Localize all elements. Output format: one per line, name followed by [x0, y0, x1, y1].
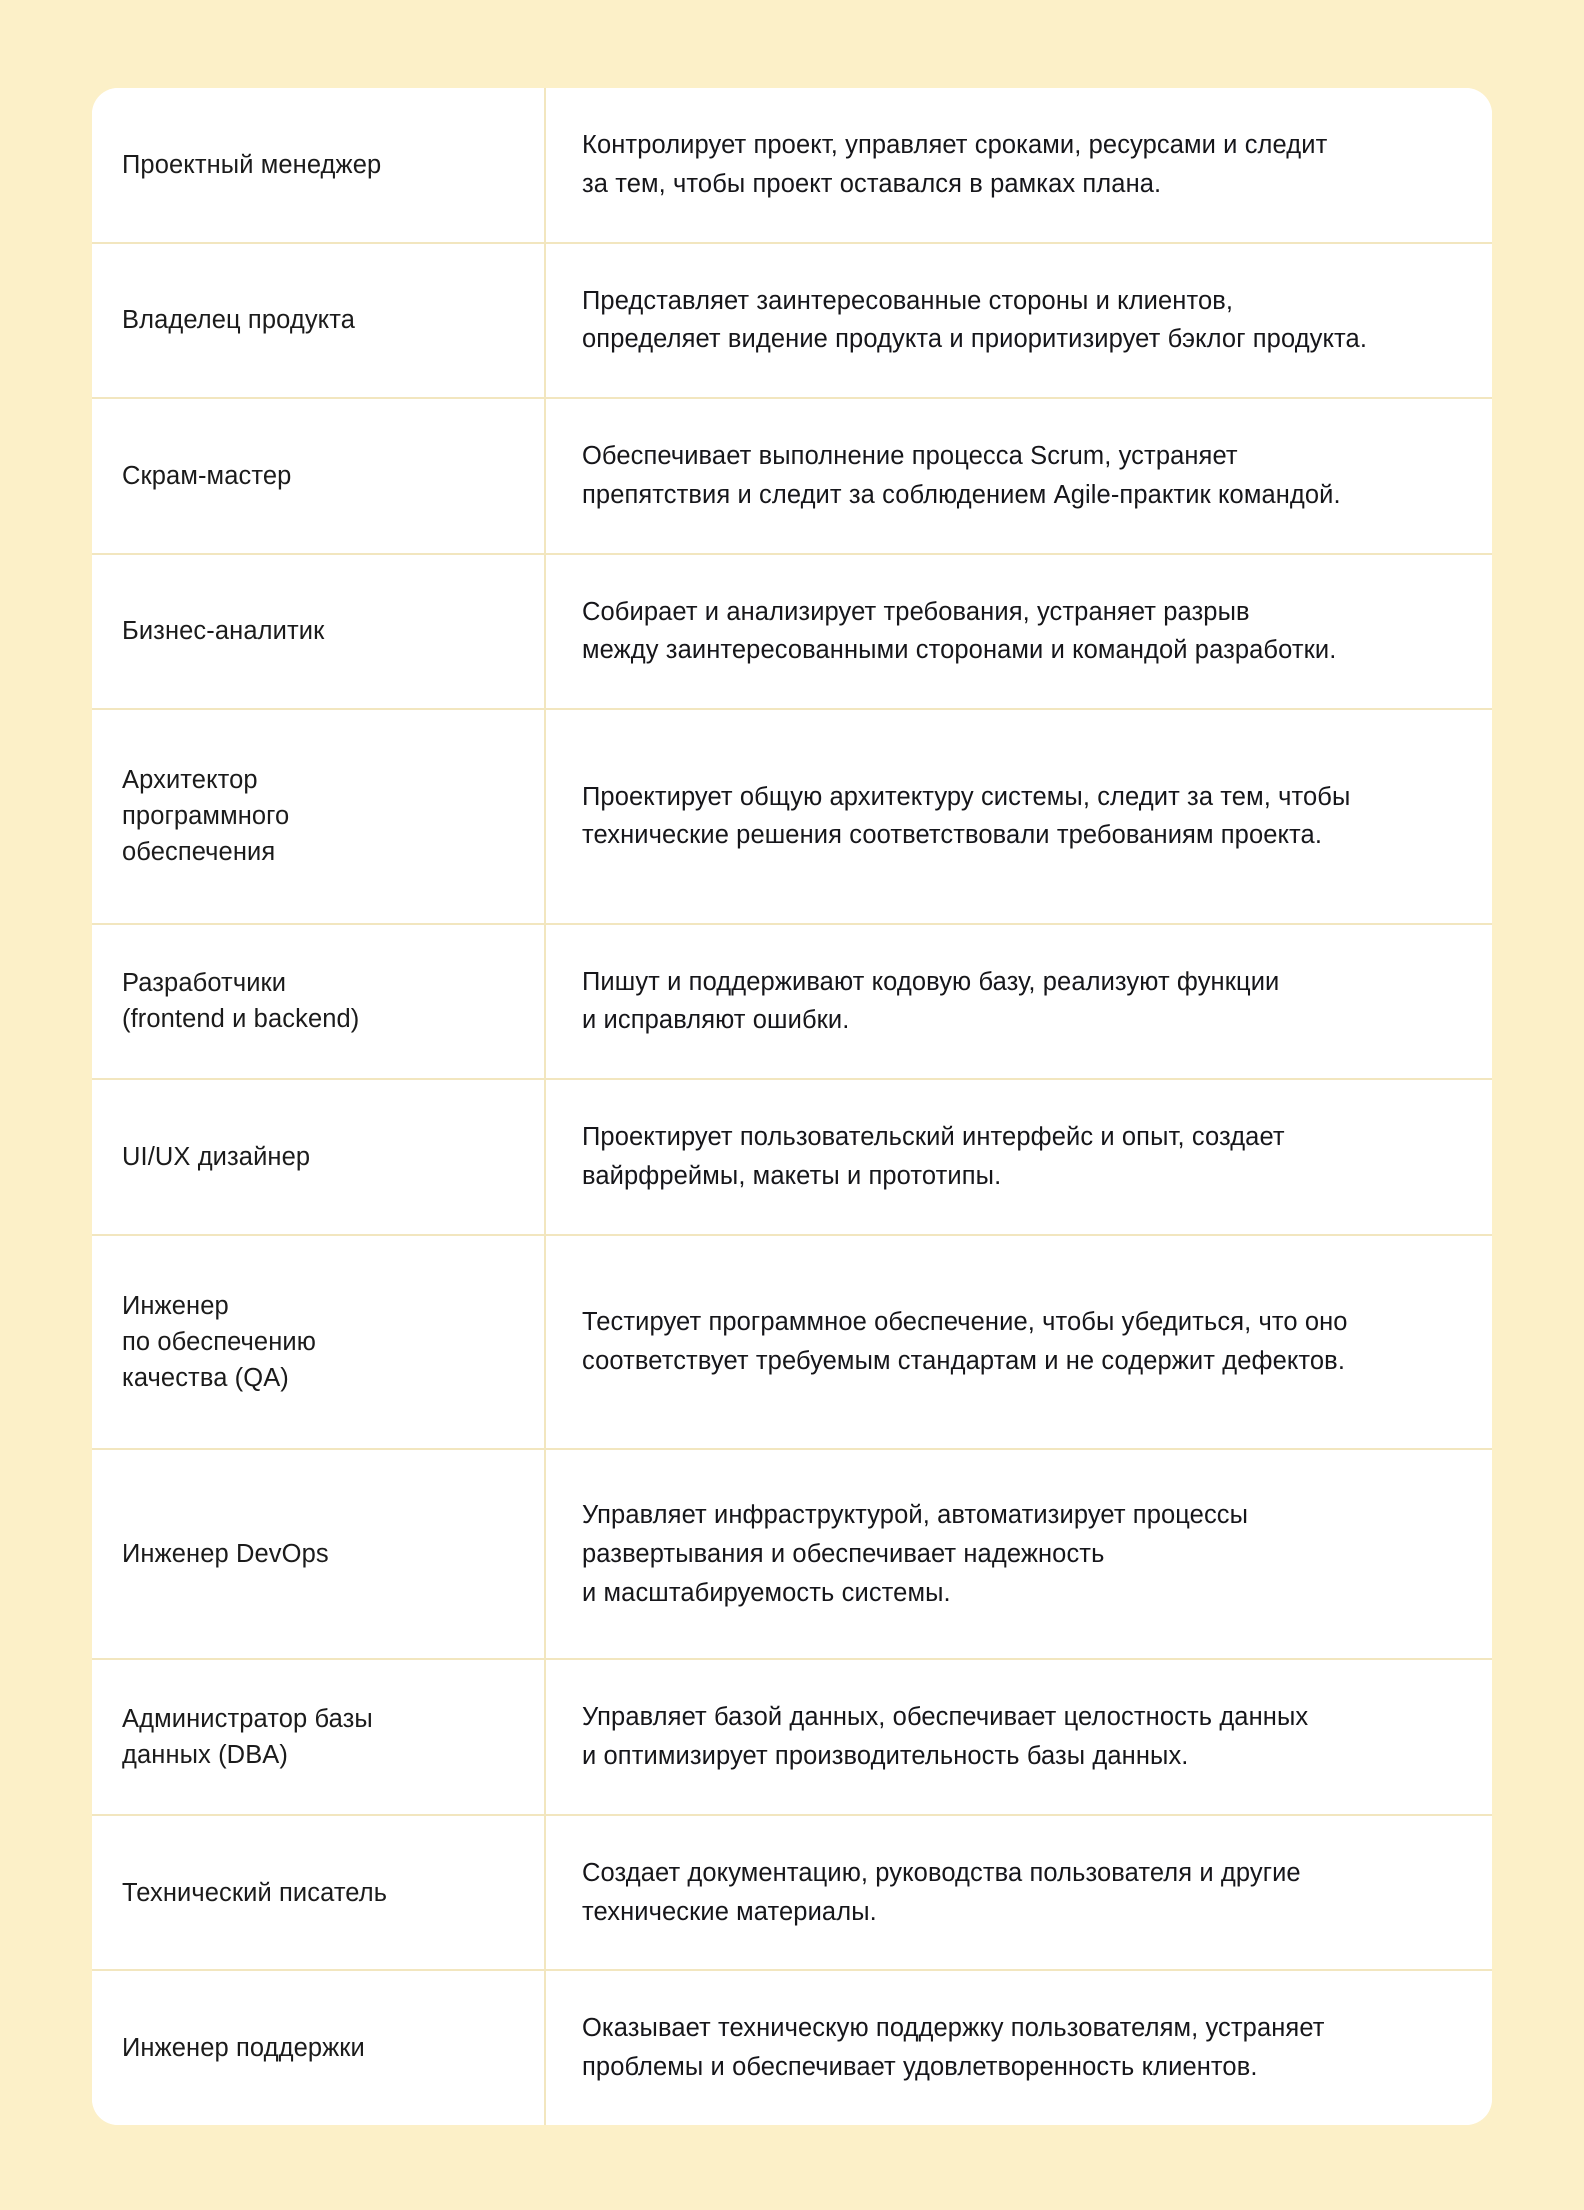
- roles-table: [92, 88, 1492, 2125]
- role-name-line: Владелец продукта: [122, 306, 355, 335]
- role-description-cell: [545, 1970, 1492, 2125]
- table-row: [92, 924, 1492, 1080]
- role-description-line: развертывания и обеспечивает надежность: [582, 1539, 1105, 1568]
- role-description-line: и оптимизирует производительность базы данных.: [582, 1742, 1189, 1771]
- role-name-cell: [92, 1235, 545, 1450]
- role-name-line: данных (DBA): [122, 1741, 289, 1770]
- role-name-cell: [92, 1815, 545, 1971]
- role-name-cell: [92, 554, 545, 710]
- table-row: [92, 1970, 1492, 2125]
- role-description-line: и исправляют ошибки.: [582, 1006, 850, 1035]
- table-row: [92, 1079, 1492, 1235]
- role-description-cell: [545, 1079, 1492, 1235]
- role-description-cell: [545, 88, 1492, 243]
- role-name-line: Администратор базы: [122, 1705, 373, 1734]
- role-name-line: Инженер поддержки: [122, 2034, 365, 2063]
- role-description-line: Создает документацию, руководства пользователя и другие: [582, 1858, 1301, 1887]
- table-row: [92, 1815, 1492, 1971]
- role-description-line: Собирает и анализирует требования, устраняет разрыв: [582, 597, 1250, 626]
- roles-table-body: [92, 88, 1492, 2125]
- role-description-line: Представляет заинтересованные стороны и клиентов,: [582, 286, 1234, 315]
- role-name-cell: [92, 88, 545, 243]
- role-description-cell: [545, 1815, 1492, 1971]
- role-name-line: программного: [122, 802, 290, 831]
- role-name-line: Инженер DevOps: [122, 1540, 329, 1569]
- role-description-line: Тестирует программное обеспечение, чтобы убедиться, что оно: [582, 1308, 1348, 1337]
- role-description-line: Управляет инфраструктурой, автоматизирует процессы: [582, 1501, 1249, 1530]
- role-name-line: обеспечения: [122, 838, 276, 867]
- role-description-line: между заинтересованными сторонами и командой разработки.: [582, 636, 1337, 665]
- role-description-cell: [545, 243, 1492, 399]
- role-name-line: Скрам-мастер: [122, 461, 292, 490]
- role-name-line: (frontend и backend): [122, 1005, 360, 1034]
- table-row: [92, 398, 1492, 554]
- role-description-line: Проектирует общую архитектуру системы, следит за тем, чтобы: [582, 782, 1351, 811]
- role-name-line: Архитектор: [122, 766, 258, 794]
- role-name-line: Разработчики: [122, 969, 287, 998]
- role-name-cell: [92, 1659, 545, 1815]
- role-name-cell: [92, 709, 545, 924]
- role-description-line: Проектирует пользовательский интерфейс и опыт, создает: [582, 1123, 1285, 1152]
- table-row: [92, 554, 1492, 710]
- role-name-cell: [92, 243, 545, 399]
- role-name-line: качества (QA): [122, 1364, 289, 1393]
- role-name-line: Инженер: [122, 1291, 229, 1320]
- role-description-line: Оказывает техническую поддержку пользователям, устраняет: [582, 2014, 1325, 2043]
- role-description-line: технические решения соответствовали требованиям проекта.: [582, 821, 1323, 850]
- role-name-line: UI/UX дизайнер: [122, 1142, 311, 1171]
- role-name-cell: [92, 1449, 545, 1659]
- role-description-cell: [545, 398, 1492, 554]
- table-row: [92, 88, 1492, 243]
- role-name-cell: [92, 1079, 545, 1235]
- role-description-line: и масштабируемость системы.: [582, 1578, 951, 1607]
- role-description-cell: [545, 1235, 1492, 1450]
- role-description-line: за тем, чтобы проект оставался в рамках плана.: [582, 169, 1162, 198]
- role-name-line: по обеспечению: [122, 1327, 316, 1356]
- role-name-cell: [92, 1970, 545, 2125]
- role-description-line: технические материалы.: [582, 1897, 877, 1926]
- table-row: [92, 709, 1492, 924]
- role-description-line: соответствует требуемым стандартам и не содержит дефектов.: [582, 1346, 1346, 1375]
- role-description-cell: [545, 709, 1492, 924]
- role-description-cell: [545, 554, 1492, 710]
- role-description-line: Пишут и поддерживают кодовую базу, реализуют функции: [582, 967, 1280, 996]
- role-description-line: Управляет базой данных, обеспечивает целостность данных: [582, 1703, 1309, 1732]
- table-row: [92, 1659, 1492, 1815]
- role-description-line: определяет видение продукта и приоритизирует бэклог продукта.: [582, 325, 1368, 354]
- role-description-cell: [545, 1659, 1492, 1815]
- role-name-cell: [92, 398, 545, 554]
- role-description-line: Обеспечивает выполнение процесса Scrum, устраняет: [582, 442, 1238, 470]
- role-description-line: проблемы и обеспечивает удовлетворенность клиентов.: [582, 2053, 1258, 2082]
- role-description-cell: [545, 1449, 1492, 1659]
- role-name-line: Технический писатель: [122, 1878, 388, 1907]
- role-name-line: Бизнес-аналитик: [122, 617, 325, 646]
- role-description-cell: [545, 924, 1492, 1080]
- role-name-cell: [92, 924, 545, 1080]
- role-description-line: препятствия и следит за соблюдением Agile-практик командой.: [582, 480, 1341, 509]
- roles-card: [92, 88, 1492, 2125]
- role-description-line: Контролирует проект, управляет сроками, ресурсами и следит: [582, 131, 1328, 159]
- role-name-line: Проектный менеджер: [122, 150, 382, 179]
- table-row: [92, 1449, 1492, 1659]
- role-description-line: вайрфреймы, макеты и прототипы.: [582, 1161, 1002, 1190]
- table-row: [92, 243, 1492, 399]
- table-row: [92, 1235, 1492, 1450]
